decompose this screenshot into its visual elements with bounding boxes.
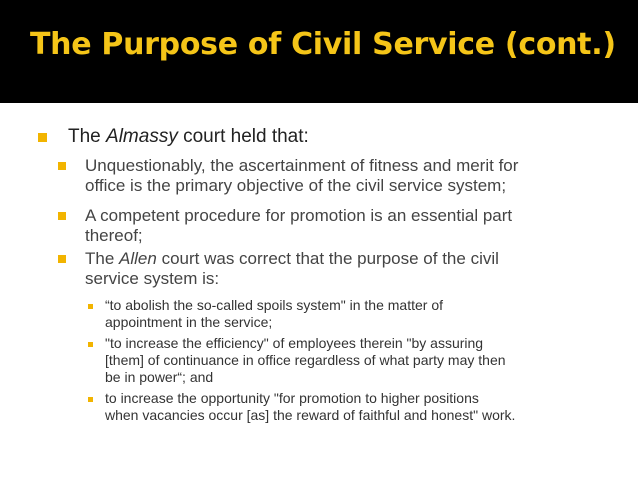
sub-bullet-line-rest: court was correct that the purpose of the civil: [156, 249, 499, 268]
bullet-text-suffix: court held that:: [177, 126, 309, 147]
square-bullet-icon: [88, 304, 93, 309]
sub-sub-bullet-line: to increase the opportunity "for promotion to higher positions: [105, 390, 479, 406]
sub-sub-bullet-line: when vacancies occur [as] the reward of faithful and honest" work.: [105, 407, 516, 423]
title-bar: [0, 0, 638, 103]
sub-sub-bullet-line: appointment in the service;: [105, 314, 273, 330]
sub-bullet-line: office is the primary objective of the civil service system;: [85, 176, 507, 195]
sub-sub-bullet-line: be in power“; and: [105, 369, 214, 385]
sub-bullet-line: A competent procedure for promotion is an essential part: [85, 206, 513, 225]
case-name-almassy: Almassy: [106, 126, 178, 147]
square-bullet-icon: [88, 397, 93, 402]
sub-bullet-prefix: The: [85, 249, 120, 268]
sub-sub-bullet-line: “to abolish the so-called spoils system" in the matter of: [105, 297, 444, 313]
bullet-text-prefix: The: [68, 126, 107, 147]
square-bullet-icon: [58, 212, 66, 220]
square-bullet-icon: [58, 255, 66, 263]
square-bullet-icon: [38, 133, 47, 142]
sub-bullet-line: thereof;: [85, 226, 143, 245]
sub-bullet-line: service system is:: [85, 269, 220, 288]
square-bullet-icon: [88, 342, 93, 347]
sub-sub-bullet-line: "to increase the efficiency" of employees therein "by assuring: [105, 335, 484, 351]
sub-bullet-line: Unquestionably, the ascertainment of fitness and merit for: [85, 156, 519, 175]
slide-title: The Purpose of Civil Service (cont.): [30, 27, 616, 62]
sub-sub-bullet-line: [them] of continuance in office regardless of what party may then: [105, 352, 506, 368]
square-bullet-icon: [58, 162, 66, 170]
case-name-allen: Allen: [119, 249, 157, 268]
